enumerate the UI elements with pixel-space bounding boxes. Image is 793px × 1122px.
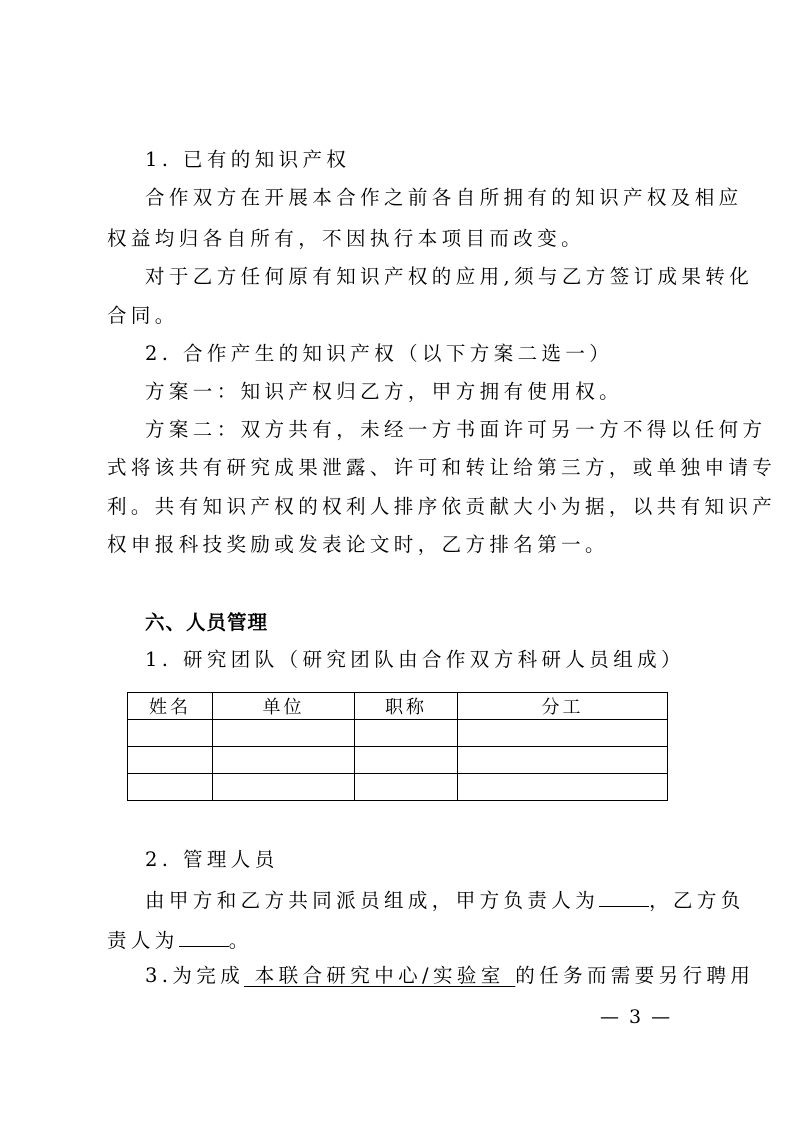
management-staff-title: 2. 管理人员 — [145, 848, 279, 871]
hiring-clause-line1 — [145, 964, 755, 988]
table-cell — [458, 720, 668, 747]
column-header-name: 姓名 — [128, 693, 213, 720]
ip-option2-line4: 权申报科技奖励或发表论文时，乙方排名第一。 — [107, 533, 609, 556]
management-staff-line1-text: 由甲方和乙方共同派员组成，甲方负责人为 — [145, 889, 600, 912]
ip-option2-line1: 方案二：双方共有，未经一方书面许可另一方不得以任何方 — [145, 418, 767, 441]
hiring-clause-prefix: 3.为完成 — [145, 964, 245, 987]
management-staff-line1-tail: ，乙方负 — [649, 889, 745, 912]
table-cell — [355, 747, 458, 774]
table-cell — [355, 774, 458, 801]
ip-option2-line2: 式将该共有研究成果泄露、许可和转让给第三方，或单独申请专 — [107, 456, 777, 479]
table-cell — [128, 774, 213, 801]
management-staff-line1 — [145, 886, 745, 913]
research-team-title: 1. 研究团队（研究团队由合作双方科研人员组成） — [145, 648, 685, 671]
column-header-role: 分工 — [458, 693, 668, 720]
table-cell — [213, 747, 355, 774]
ip-joint-title: 2. 合作产生的知识产权（以下方案二选一） — [145, 342, 614, 365]
page-number: — 3 — — [600, 1006, 673, 1028]
ip-existing-title: 1. 已有的知识产权 — [145, 148, 351, 171]
research-team-table — [127, 692, 668, 801]
table-cell — [458, 747, 668, 774]
management-staff-line2 — [107, 926, 693, 953]
table-row — [128, 774, 668, 801]
table-cell — [355, 720, 458, 747]
table-cell — [213, 774, 355, 801]
ip-existing-para1-line2: 权益均归各自所有，不因执行本项目而改变。 — [107, 227, 586, 250]
table-cell — [213, 720, 355, 747]
table-cell — [128, 747, 213, 774]
section-heading-personnel: 六、人员管理 — [145, 611, 269, 634]
party-a-lead-blank — [599, 886, 649, 907]
table-cell — [128, 720, 213, 747]
hiring-clause-suffix: 的任务而需要另行聘用 — [515, 964, 755, 987]
column-header-unit: 单位 — [213, 693, 355, 720]
table-row — [128, 720, 668, 747]
ip-existing-para2-line1: 对于乙方任何原有知识产权的应用,须与乙方签订成果转化 — [145, 265, 754, 288]
joint-center-underlined: 本联合研究中心/实验室 — [244, 964, 516, 987]
management-staff-line2-tail: 。 — [228, 929, 253, 952]
ip-existing-para1-line1: 合作双方在开展本合作之前各自所拥有的知识产权及相应 — [145, 186, 743, 209]
ip-option1: 方案一：知识产权归乙方，甲方拥有使用权。 — [145, 380, 624, 403]
party-b-lead-blank — [179, 926, 229, 947]
table-header-row — [128, 693, 668, 720]
table-row — [128, 747, 668, 774]
column-header-title: 职称 — [355, 693, 458, 720]
ip-option2-line3: 利。共有知识产权的权利人排序依贡献大小为据，以共有知识产 — [107, 495, 777, 518]
table-cell — [458, 774, 668, 801]
management-staff-line2-text: 责人为 — [107, 929, 179, 952]
ip-existing-para2-line2: 合同。 — [107, 304, 179, 327]
